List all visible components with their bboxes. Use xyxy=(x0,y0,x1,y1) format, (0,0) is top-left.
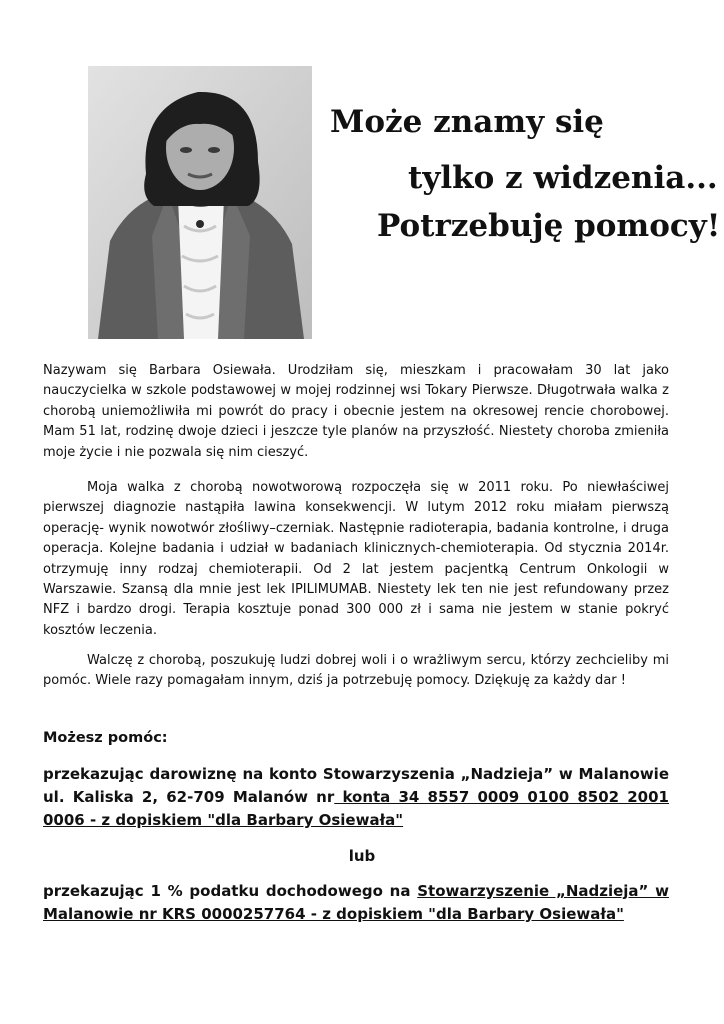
or-separator: lub xyxy=(348,847,376,865)
paragraph-introduction: Nazywam się Barbara Osiewała. Urodziłam się, mieszkam i pracowałam 30 lat jako nauczycielka w szkole podstawowej w mojej rodzinnej wsi Tokary Pierwsze. Długotrwała walka z chorobą uniemożliwiła mi powrót do pracy i obecnie jestem na okresowej rencie chorobowej. Mam 51 lat, rodzinę dwoje dzieci i jeszcze tyle planów na przyszłość. Niestety choroba zmieniła moje życie i nie pozwala się nim cieszyć. xyxy=(43,363,669,460)
help-option-tax xyxy=(43,880,669,926)
donation-text: przekazując darowiznę na konto Stowarzyszenia „Nadzieja” w Malanowie ul. Kaliska 2, 62-709 Malanów nr xyxy=(43,765,669,806)
tax-text: przekazując 1 % podatku dochodowego na xyxy=(43,882,418,900)
help-heading: Możesz pomóc: xyxy=(43,730,168,746)
paragraph-appeal: Walczę z chorobą, poszukuję ludzi dobrej woli i o wrażliwym sercu, którzy zechcieliby mi pomóc. Wiele razy pomagałam innym, dziś ja potrzebuję pomocy. Dziękuję za każdy dar ! xyxy=(43,653,669,689)
bank-account-number: konta 34 8557 0009 0100 8502 2001 0006 - z dopiskiem "dla Barbary Osiewała" xyxy=(43,788,669,829)
help-option-donation xyxy=(43,763,669,832)
portrait-photo xyxy=(88,66,312,339)
krs-number: Stowarzyszenie „Nadzieja” w Malanowie nr KRS 0000257764 - z dopiskiem "dla Barbary Osiewała" xyxy=(43,882,669,923)
paragraph-illness-history: Moja walka z chorobą nowotworową rozpoczęła się w 2011 roku. Po niewłaściwej pierwszej diagnozie nastąpiła lawina konsekwencji. W lutym 2012 roku miałam pierwszą operację- wynik nowotwór złośliwy–czerniak. Następnie radioterapia, badania kontrolne, i druga operacja. Kolejne badania i udział w badaniach klinicznych-chemioterapia. Od stycznia 2014r. otrzymuję inny rodzaj chemioterapii. Od 2 lat jestem pacjentką Centrum Onkologii w Warszawie. Szansą dla mnie jest lek IPILIMUMAB. Niestety lek ten nie jest refundowany przez NFZ i bardzo drogi. Terapia kosztuje ponad 300 000 zł i sama nie jestem w stanie pokryć kosztów leczenia. xyxy=(43,480,669,638)
headline-line-1: Może znamy się xyxy=(330,104,604,140)
portrait-illustration xyxy=(88,66,312,339)
headline-line-2: tylko z widzenia... xyxy=(408,160,718,196)
headline-line-3: Potrzebuję pomocy! xyxy=(377,208,721,244)
